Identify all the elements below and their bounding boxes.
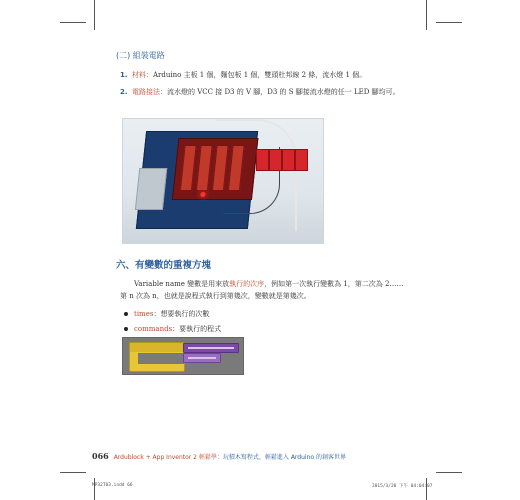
- arduino-photo: [122, 118, 324, 244]
- crop-mark: [436, 472, 462, 473]
- repeat-block-screenshot: [122, 337, 244, 375]
- step-text: 流水燈的 VCC 接 D3 的 V 腳，D3 的 S 腳接流水燈的任一 LED 腳均可。: [167, 88, 400, 96]
- subsection-heading: (二) 組裝電路: [116, 51, 165, 60]
- step-number: 2.: [120, 88, 128, 96]
- crop-mark: [60, 472, 86, 473]
- usb-connector: [135, 168, 167, 210]
- paragraph-text: ，例如第一次執行變數為 1，第二次為 2……第 n 次為 n，也就是說程式執行到第幾次，變數就是第幾次。: [120, 280, 404, 300]
- crop-mark: [426, 0, 427, 30]
- bullet-text: ：要執行的程式: [172, 325, 222, 333]
- bullet-item: [124, 323, 221, 335]
- step-key: 電路接法：: [132, 88, 167, 96]
- crop-mark: [436, 22, 462, 23]
- book-title: Ardublock + App Inventor 2 輕鬆學: [113, 454, 217, 461]
- paragraph-highlight: 執行的次序: [229, 280, 265, 288]
- crop-mark: [60, 22, 86, 23]
- print-slug-date: 2015/3/20 下午 04:04:07: [372, 484, 433, 489]
- page-footer: [92, 451, 346, 461]
- step-item: [120, 70, 410, 81]
- crop-mark: [426, 478, 427, 500]
- bullet-item: [124, 308, 221, 320]
- bullet-key: commands: [134, 325, 173, 333]
- bullet-dot: [124, 327, 128, 331]
- steps-list: [120, 70, 410, 104]
- print-slug-file: MP32T03.indd 66: [92, 483, 133, 488]
- led-module: [256, 149, 318, 171]
- variable-block: [183, 343, 239, 353]
- repeat-block: [129, 342, 185, 372]
- bullet-key: times: [134, 310, 154, 318]
- bullet-list: [124, 308, 221, 338]
- crop-mark: [94, 0, 95, 30]
- page-number: 066: [92, 451, 109, 461]
- section-title: 六、有變數的重複方塊: [116, 260, 212, 271]
- book-tagline: ：玩積木寫程式，輕鬆進入 Arduino 的創客世界: [216, 454, 346, 461]
- paragraph-text: Variable name 變數是用來放: [134, 280, 230, 288]
- crop-mark: [94, 478, 95, 500]
- step-number: 1.: [120, 71, 128, 79]
- body-paragraph: [120, 278, 410, 302]
- times-block: [183, 353, 221, 363]
- step-text: Arduino 主板 1 個，麵包板 1 個，雙頭杜邦線 2 條，流水燈 1 個。: [153, 71, 367, 79]
- step-item: [120, 87, 410, 98]
- bullet-dot: [124, 312, 128, 316]
- bullet-text: ：想要執行的次數: [153, 310, 210, 318]
- step-key: 材料：: [132, 71, 153, 79]
